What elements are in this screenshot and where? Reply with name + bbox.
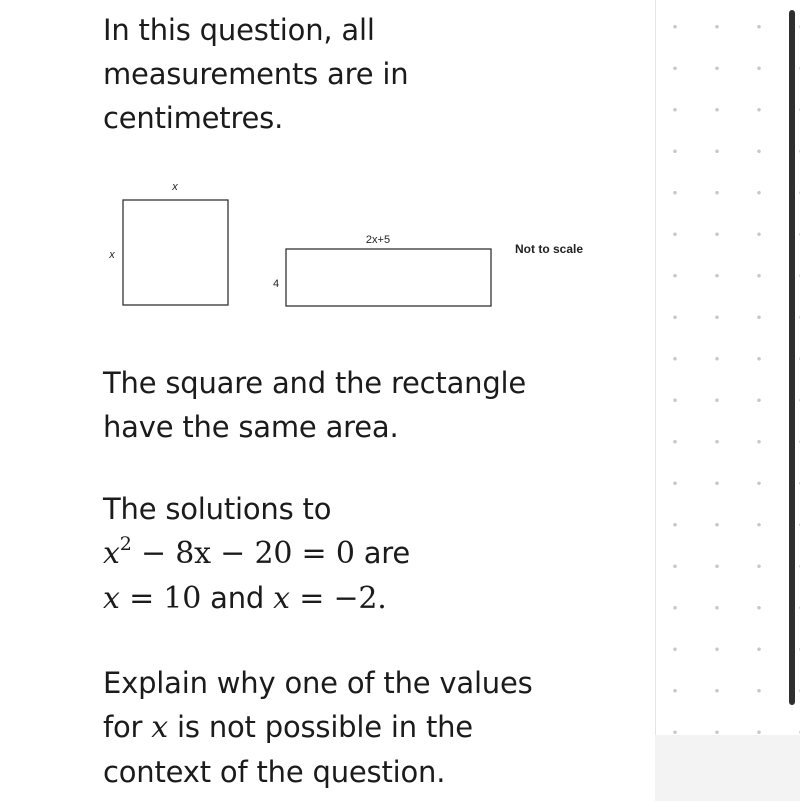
explain-line-1: Explain why one of the values	[103, 666, 533, 700]
explain-text	[103, 661, 533, 794]
solution-2-var: x	[273, 581, 290, 616]
solutions-text	[103, 487, 410, 621]
statement-text	[103, 361, 526, 449]
intro-line-1: In this question, all	[103, 13, 375, 47]
explain-var: x	[151, 710, 169, 745]
statement-line-1: The square and the rectangle	[103, 366, 527, 400]
rectangle-shape	[286, 249, 491, 306]
intro-line-2: measurements are in	[103, 57, 409, 91]
dotted-canvas-panel[interactable]	[655, 0, 800, 735]
solution-1-value: = 10	[119, 581, 202, 616]
solution-1	[103, 581, 201, 616]
solution-1-var: x	[103, 581, 120, 616]
explain-line-2-pre: for	[103, 710, 152, 744]
explain-variable	[151, 710, 168, 745]
equation-variable: x	[103, 536, 120, 571]
and-word: and	[201, 581, 274, 615]
equation-rest: − 8x − 20 = 0	[131, 536, 355, 571]
solutions-line-1: The solutions to	[103, 492, 332, 526]
vertical-scrollbar[interactable]	[789, 10, 795, 705]
explain-line-2-post: is not possible in the	[168, 710, 473, 744]
solution-2	[273, 581, 387, 616]
square-top-label: x	[172, 181, 178, 193]
square-side-label: x	[109, 249, 115, 261]
equation-exponent: 2	[119, 533, 132, 555]
solution-2-value: = −2.	[289, 581, 387, 616]
panel-footer-gap	[655, 735, 800, 801]
explain-line-3: context of the question.	[103, 755, 446, 789]
intro-text	[103, 8, 408, 140]
shapes-diagram	[100, 175, 620, 315]
are-word: are	[354, 536, 411, 570]
not-to-scale-note: Not to scale	[515, 242, 584, 256]
rect-top-label: 2x+5	[365, 234, 391, 246]
quadratic-equation	[103, 533, 355, 571]
rect-side-label: 4	[272, 278, 280, 290]
square-shape	[123, 200, 228, 305]
statement-line-2: have the same area.	[103, 410, 399, 444]
intro-line-3: centimetres.	[103, 101, 284, 135]
